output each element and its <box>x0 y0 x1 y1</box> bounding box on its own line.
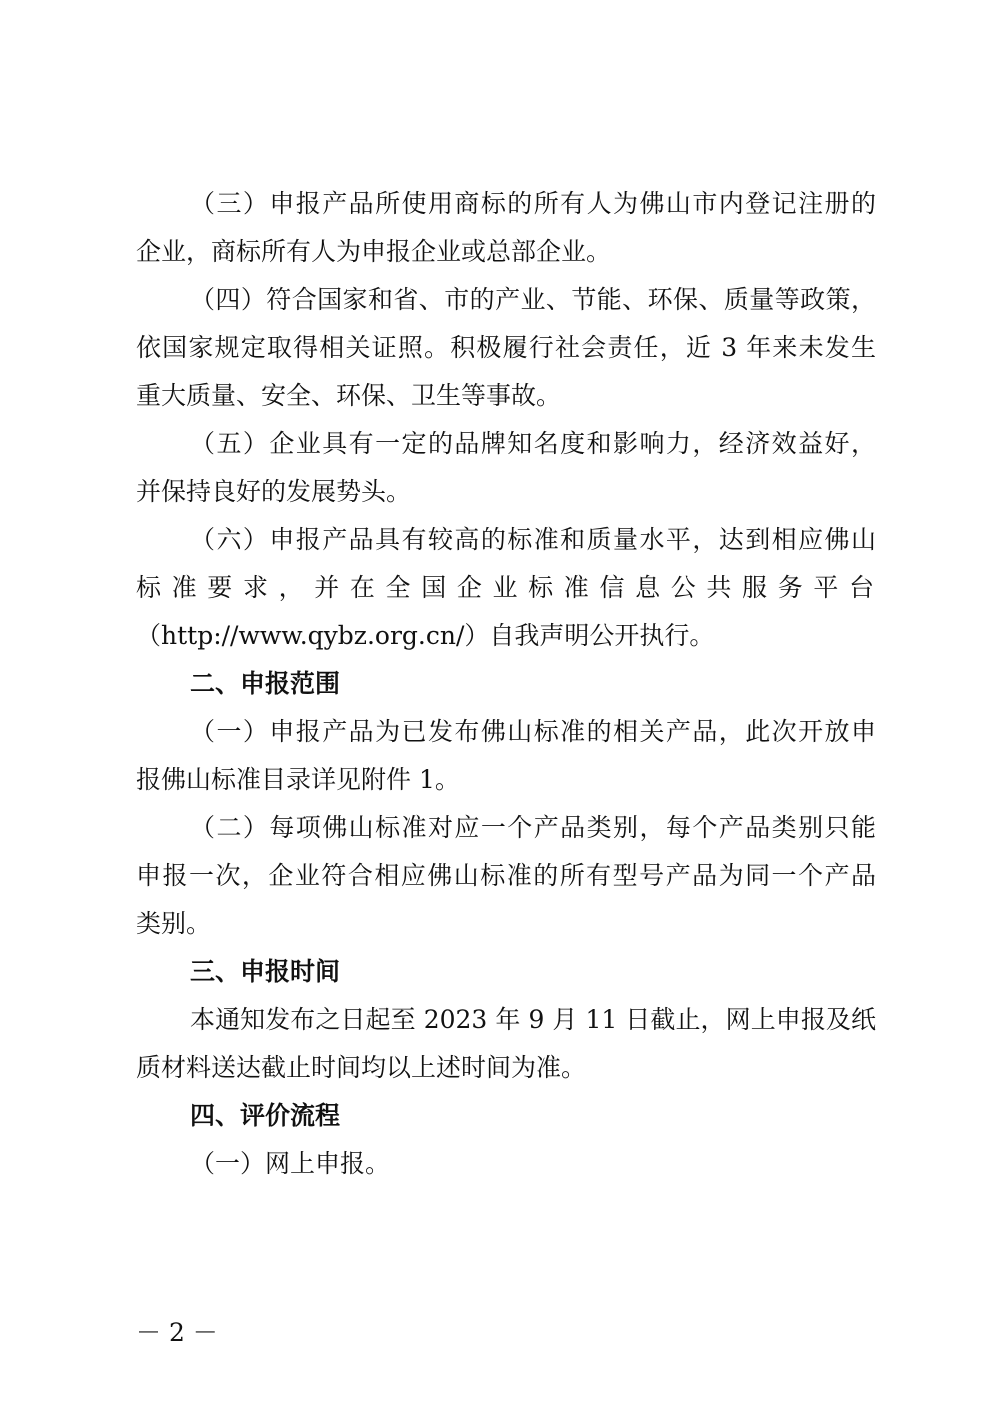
paragraph-line: （一）申报产品为已发布佛山标准的相关产品，此次开放申 <box>190 717 876 746</box>
paragraph-line: 本通知发布之日起至 2023 年 9 月 11 日截止，网上申报及纸 <box>190 1005 876 1034</box>
section-heading: 三、申报时间 <box>190 957 341 986</box>
paragraph-line: （三）申报产品所使用商标的所有人为佛山市内登记注册的 <box>190 189 876 218</box>
paragraph-line: （五）企业具有一定的品牌知名度和影响力，经济效益好， <box>190 429 876 458</box>
paragraph-line: 并保持良好的发展势头。 <box>136 477 412 506</box>
page-number: － 2 － <box>136 1318 218 1347</box>
paragraph-line: 报佛山标准目录详见附件 1。 <box>136 765 460 794</box>
paragraph-line: 标准要求，并在全国企业标准信息公共服务平台 <box>136 573 876 602</box>
paragraph-line: （四）符合国家和省、市的产业、节能、环保、质量等政策， <box>190 285 876 314</box>
section-heading: 二、申报范围 <box>190 669 341 698</box>
paragraph-line: 申报一次，企业符合相应佛山标准的所有型号产品为同一个产品 <box>136 861 876 890</box>
paragraph-line: （六）申报产品具有较高的标准和质量水平，达到相应佛山 <box>190 525 876 554</box>
paragraph-line: 质材料送达截止时间均以上述时间为准。 <box>136 1053 587 1082</box>
section-heading: 四、评价流程 <box>190 1101 341 1130</box>
paragraph-line: 重大质量、安全、环保、卫生等事故。 <box>136 381 562 410</box>
paragraph-line: （一）网上申报。 <box>190 1149 391 1178</box>
paragraph-line: 企业，商标所有人为申报企业或总部企业。 <box>136 237 612 266</box>
paragraph-line: （二）每项佛山标准对应一个产品类别，每个产品类别只能 <box>190 813 876 842</box>
paragraph-line: （http://www.qybz.org.cn/）自我声明公开执行。 <box>136 621 715 650</box>
paragraph-line: 依国家规定取得相关证照。积极履行社会责任，近 3 年来未发生 <box>136 333 876 362</box>
paragraph-line: 类别。 <box>136 909 212 938</box>
